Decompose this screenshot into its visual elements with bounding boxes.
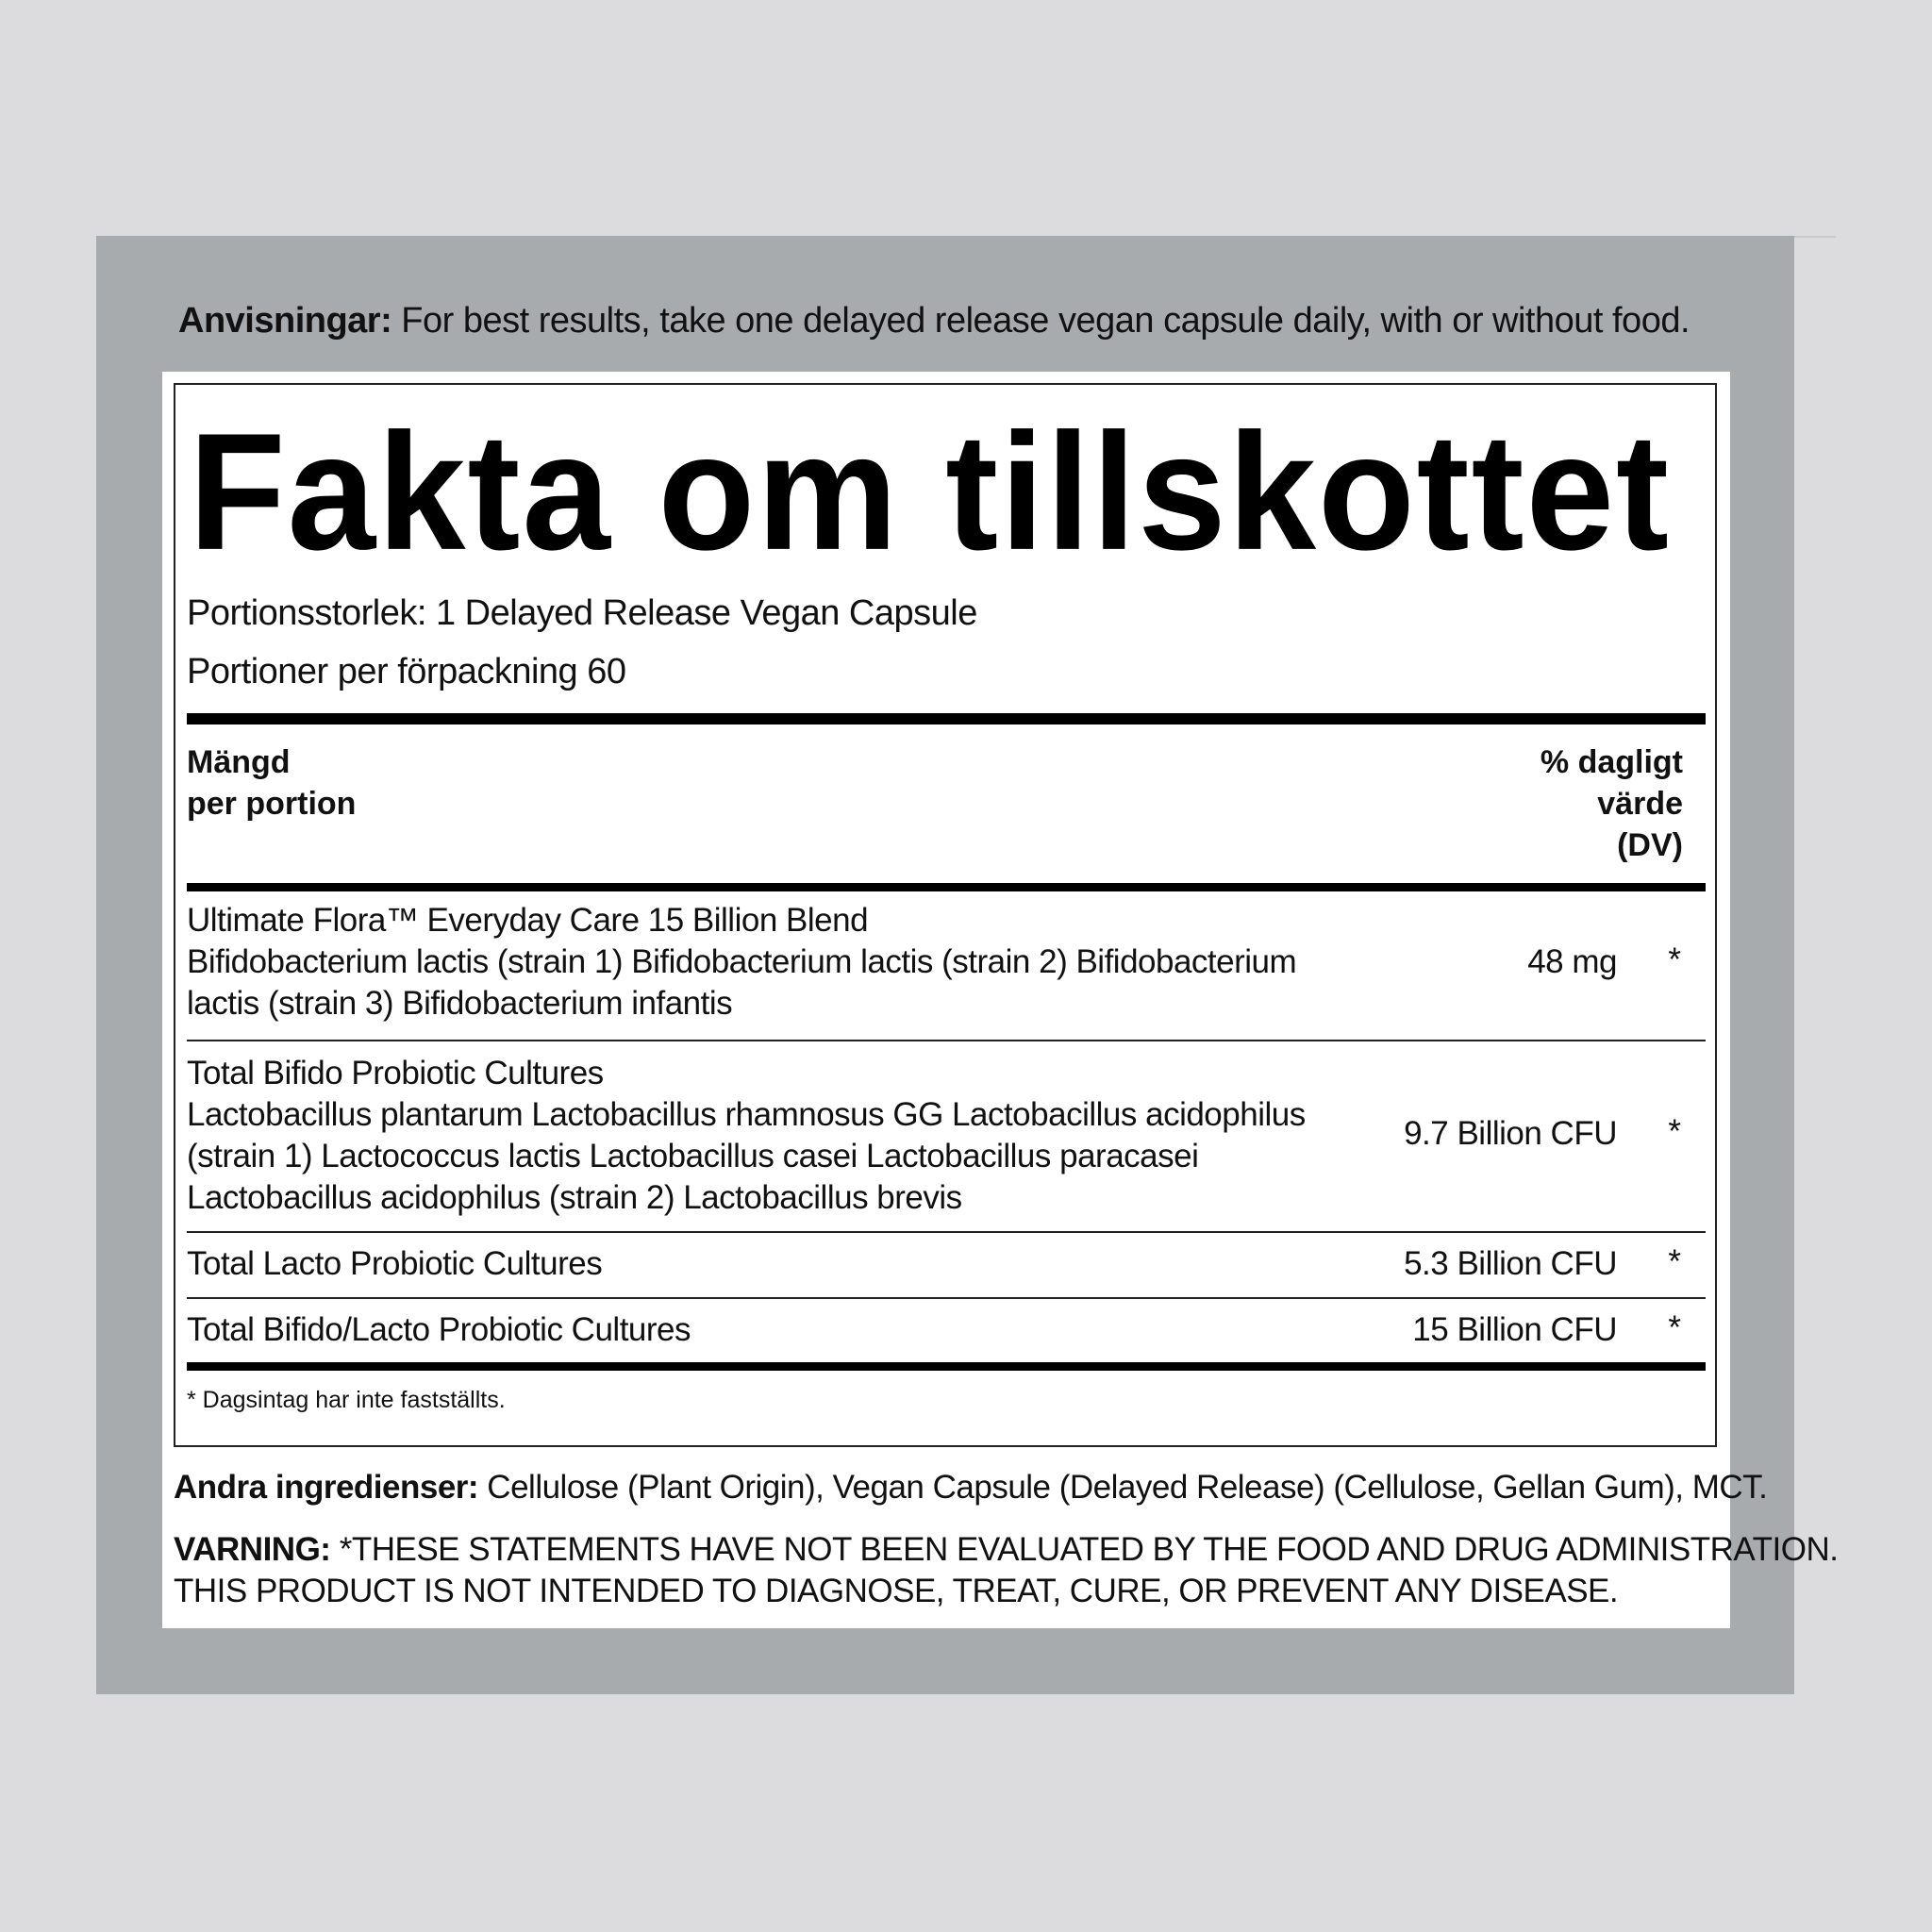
directions-label: Anvisningar: bbox=[178, 301, 392, 341]
header-rule-top bbox=[187, 713, 1706, 724]
header-rule-bottom bbox=[187, 883, 1706, 891]
daily-value-header bbox=[1541, 741, 1683, 866]
directions-text bbox=[178, 296, 1690, 345]
facts-title: Fakta om tillskottet bbox=[189, 398, 1671, 585]
row-dv: * bbox=[1668, 1243, 1681, 1280]
row-dv: * bbox=[1668, 941, 1681, 978]
table-row-blend-name bbox=[187, 900, 1296, 1024]
table-row-total bbox=[187, 1309, 691, 1351]
header-left-line-2: per portion bbox=[187, 786, 357, 822]
header-right-line-3: (DV) bbox=[1617, 827, 1683, 863]
footnote: * Dagsintag har inte fastställts. bbox=[187, 1387, 506, 1413]
supplement-facts-box bbox=[174, 383, 1717, 1447]
header-right-line-2: värde bbox=[1597, 786, 1683, 822]
header-right-line-1: % dagligt bbox=[1540, 744, 1683, 780]
row-dv: * bbox=[1668, 1113, 1681, 1150]
table-rule-bottom bbox=[187, 1362, 1706, 1371]
other-ingredients bbox=[174, 1466, 1767, 1509]
header-left-line-1: Mängd bbox=[187, 744, 291, 780]
other-ingredients-label: Andra ingredienser: bbox=[174, 1469, 479, 1506]
warning-line-2: THIS PRODUCT IS NOT INTENDED TO DIAGNOSE, TREAT, CURE, OR PREVENT ANY DISEASE. bbox=[174, 1573, 1619, 1609]
row-line: (strain 1) Lactococcus lactis Lactobacillus casei Lactobacillus paracasei bbox=[187, 1138, 1199, 1174]
row-line: Ultimate Flora™ Everyday Care 15 Billion Blend bbox=[187, 902, 869, 939]
row-amount: 48 mg bbox=[1527, 943, 1617, 980]
row-amount: 9.7 Billion CFU bbox=[1404, 1115, 1617, 1152]
row-line: Total Lacto Probiotic Cultures bbox=[187, 1245, 603, 1282]
row-line: Lactobacillus plantarum Lactobacillus rhamnosus GG Lactobacillus acidophilus bbox=[187, 1096, 1306, 1133]
row-line: lactis (strain 3) Bifidobacterium infantis bbox=[187, 985, 733, 1022]
row-line: Bifidobacterium lactis (strain 1) Bifidobacterium lactis (strain 2) Bifidobacterium bbox=[187, 943, 1297, 980]
amount-per-serving-header bbox=[187, 741, 356, 824]
table-row-bifido bbox=[187, 1053, 1306, 1219]
corner-line-decoration bbox=[1794, 236, 1836, 238]
row-divider bbox=[187, 1231, 1706, 1233]
directions-body: For best results, take one delayed release vegan capsule daily, with or without food. bbox=[391, 301, 1690, 341]
row-line: Total Bifido Probiotic Cultures bbox=[187, 1055, 604, 1091]
warning-label: VARNING: bbox=[174, 1531, 331, 1568]
row-amount: 15 Billion CFU bbox=[1412, 1311, 1617, 1348]
row-divider bbox=[187, 1297, 1706, 1299]
row-amount: 5.3 Billion CFU bbox=[1404, 1245, 1617, 1282]
serving-size: Portionsstorlek: 1 Delayed Release Vegan Capsule bbox=[187, 593, 977, 633]
warning-line-1 bbox=[174, 1529, 1838, 1571]
row-line: Lactobacillus acidophilus (strain 2) Lactobacillus brevis bbox=[187, 1179, 962, 1216]
servings-per-container: Portioner per förpackning 60 bbox=[187, 652, 626, 691]
row-dv: * bbox=[1668, 1309, 1681, 1346]
warning-text bbox=[174, 1529, 1838, 1612]
table-row-lacto bbox=[187, 1243, 602, 1285]
other-ingredients-text: Cellulose (Plant Origin), Vegan Capsule (Delayed Release) (Cellulose, Gellan Gum), MCT. bbox=[478, 1469, 1768, 1506]
warning-line-1-text: *THESE STATEMENTS HAVE NOT BEEN EVALUATED BY THE FOOD AND DRUG ADMINISTRATION. bbox=[330, 1531, 1839, 1568]
row-divider bbox=[187, 1040, 1706, 1041]
row-line: Total Bifido/Lacto Probiotic Cultures bbox=[187, 1311, 691, 1348]
